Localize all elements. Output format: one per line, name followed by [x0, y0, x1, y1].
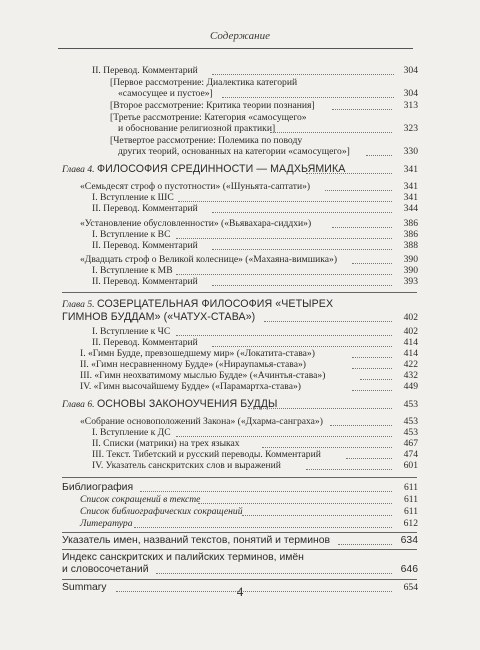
toc-page: 474 [403, 449, 418, 460]
toc-page: 330 [403, 146, 418, 157]
toc-page: 453 [403, 399, 418, 410]
toc-page: 341 [403, 181, 418, 192]
toc-page: 601 [403, 460, 418, 471]
header-rule [58, 48, 413, 49]
toc-page: 611 [403, 494, 418, 505]
toc-page: 453 [403, 427, 418, 438]
bibliography-heading: Библиография [62, 482, 134, 493]
toc-page: 386 [403, 229, 418, 240]
section-divider [62, 477, 417, 478]
chapter-5-heading-line2: ГИМНОВ БУДДАМ» («ЧАТУХ-СТАВА») [62, 311, 256, 323]
toc-page: 390 [403, 265, 418, 276]
summary-entry: Summary [62, 582, 107, 593]
toc-page: 402 [403, 312, 418, 323]
section-divider [62, 579, 417, 580]
toc-page: 432 [403, 370, 418, 381]
section-divider [62, 532, 417, 533]
toc-entry: Список сокращений в тексте [80, 494, 201, 505]
toc-page: 467 [403, 438, 418, 449]
toc-page: 344 [403, 203, 418, 214]
toc-page: 453 [403, 416, 418, 427]
toc-page: 388 [403, 240, 418, 251]
index-sanskrit-entry-line2: и словосочетаний [62, 564, 149, 575]
toc-page: 304 [403, 88, 418, 99]
index-names-entry: Указатель имен, названий текстов, понятий и терминов [62, 535, 331, 546]
toc-page: 402 [403, 326, 418, 337]
toc-page: 646 [400, 564, 418, 575]
chapter-6-heading: Глава 6. ОСНОВЫ ЗАКОНОУЧЕНИЯ БУДДЫ [62, 398, 278, 410]
index-sanskrit-entry: Индекс санскритских и палийских терминов, имён [62, 552, 304, 563]
toc-page: 393 [403, 276, 418, 287]
toc-page: 323 [403, 123, 418, 134]
toc-page: 634 [400, 535, 418, 546]
chapter-5-heading: Глава 5. СОЗЕРЦАТЕЛЬНАЯ ФИЛОСОФИЯ «ЧЕТЫРЕХ [62, 298, 334, 310]
running-head: Содержание [209, 30, 270, 42]
toc-page: 390 [403, 254, 418, 265]
section-divider [62, 549, 417, 550]
toc-entry: Список библиографических сокращений [80, 506, 243, 517]
toc-page: 304 [403, 65, 418, 76]
toc-page: 313 [403, 100, 418, 111]
toc-page: 612 [403, 518, 418, 529]
toc-entry: Литература [80, 518, 133, 529]
page-number: 4 [236, 584, 244, 599]
toc-page: 611 [403, 506, 418, 517]
section-divider [62, 292, 417, 293]
toc-page: 414 [403, 348, 418, 359]
toc-page: 449 [403, 381, 418, 392]
toc-page: 341 [403, 164, 418, 175]
toc-page: 414 [403, 337, 418, 348]
toc-page: 386 [403, 218, 418, 229]
toc-page: 654 [403, 582, 418, 593]
toc-page: 341 [403, 192, 418, 203]
toc-page: 422 [403, 359, 418, 370]
toc-page: 611 [403, 482, 418, 493]
chapter-4-heading: Глава 4. ФИЛОСОФИЯ СРЕДИННОСТИ — МАДХЬЯМИКА [62, 163, 346, 175]
